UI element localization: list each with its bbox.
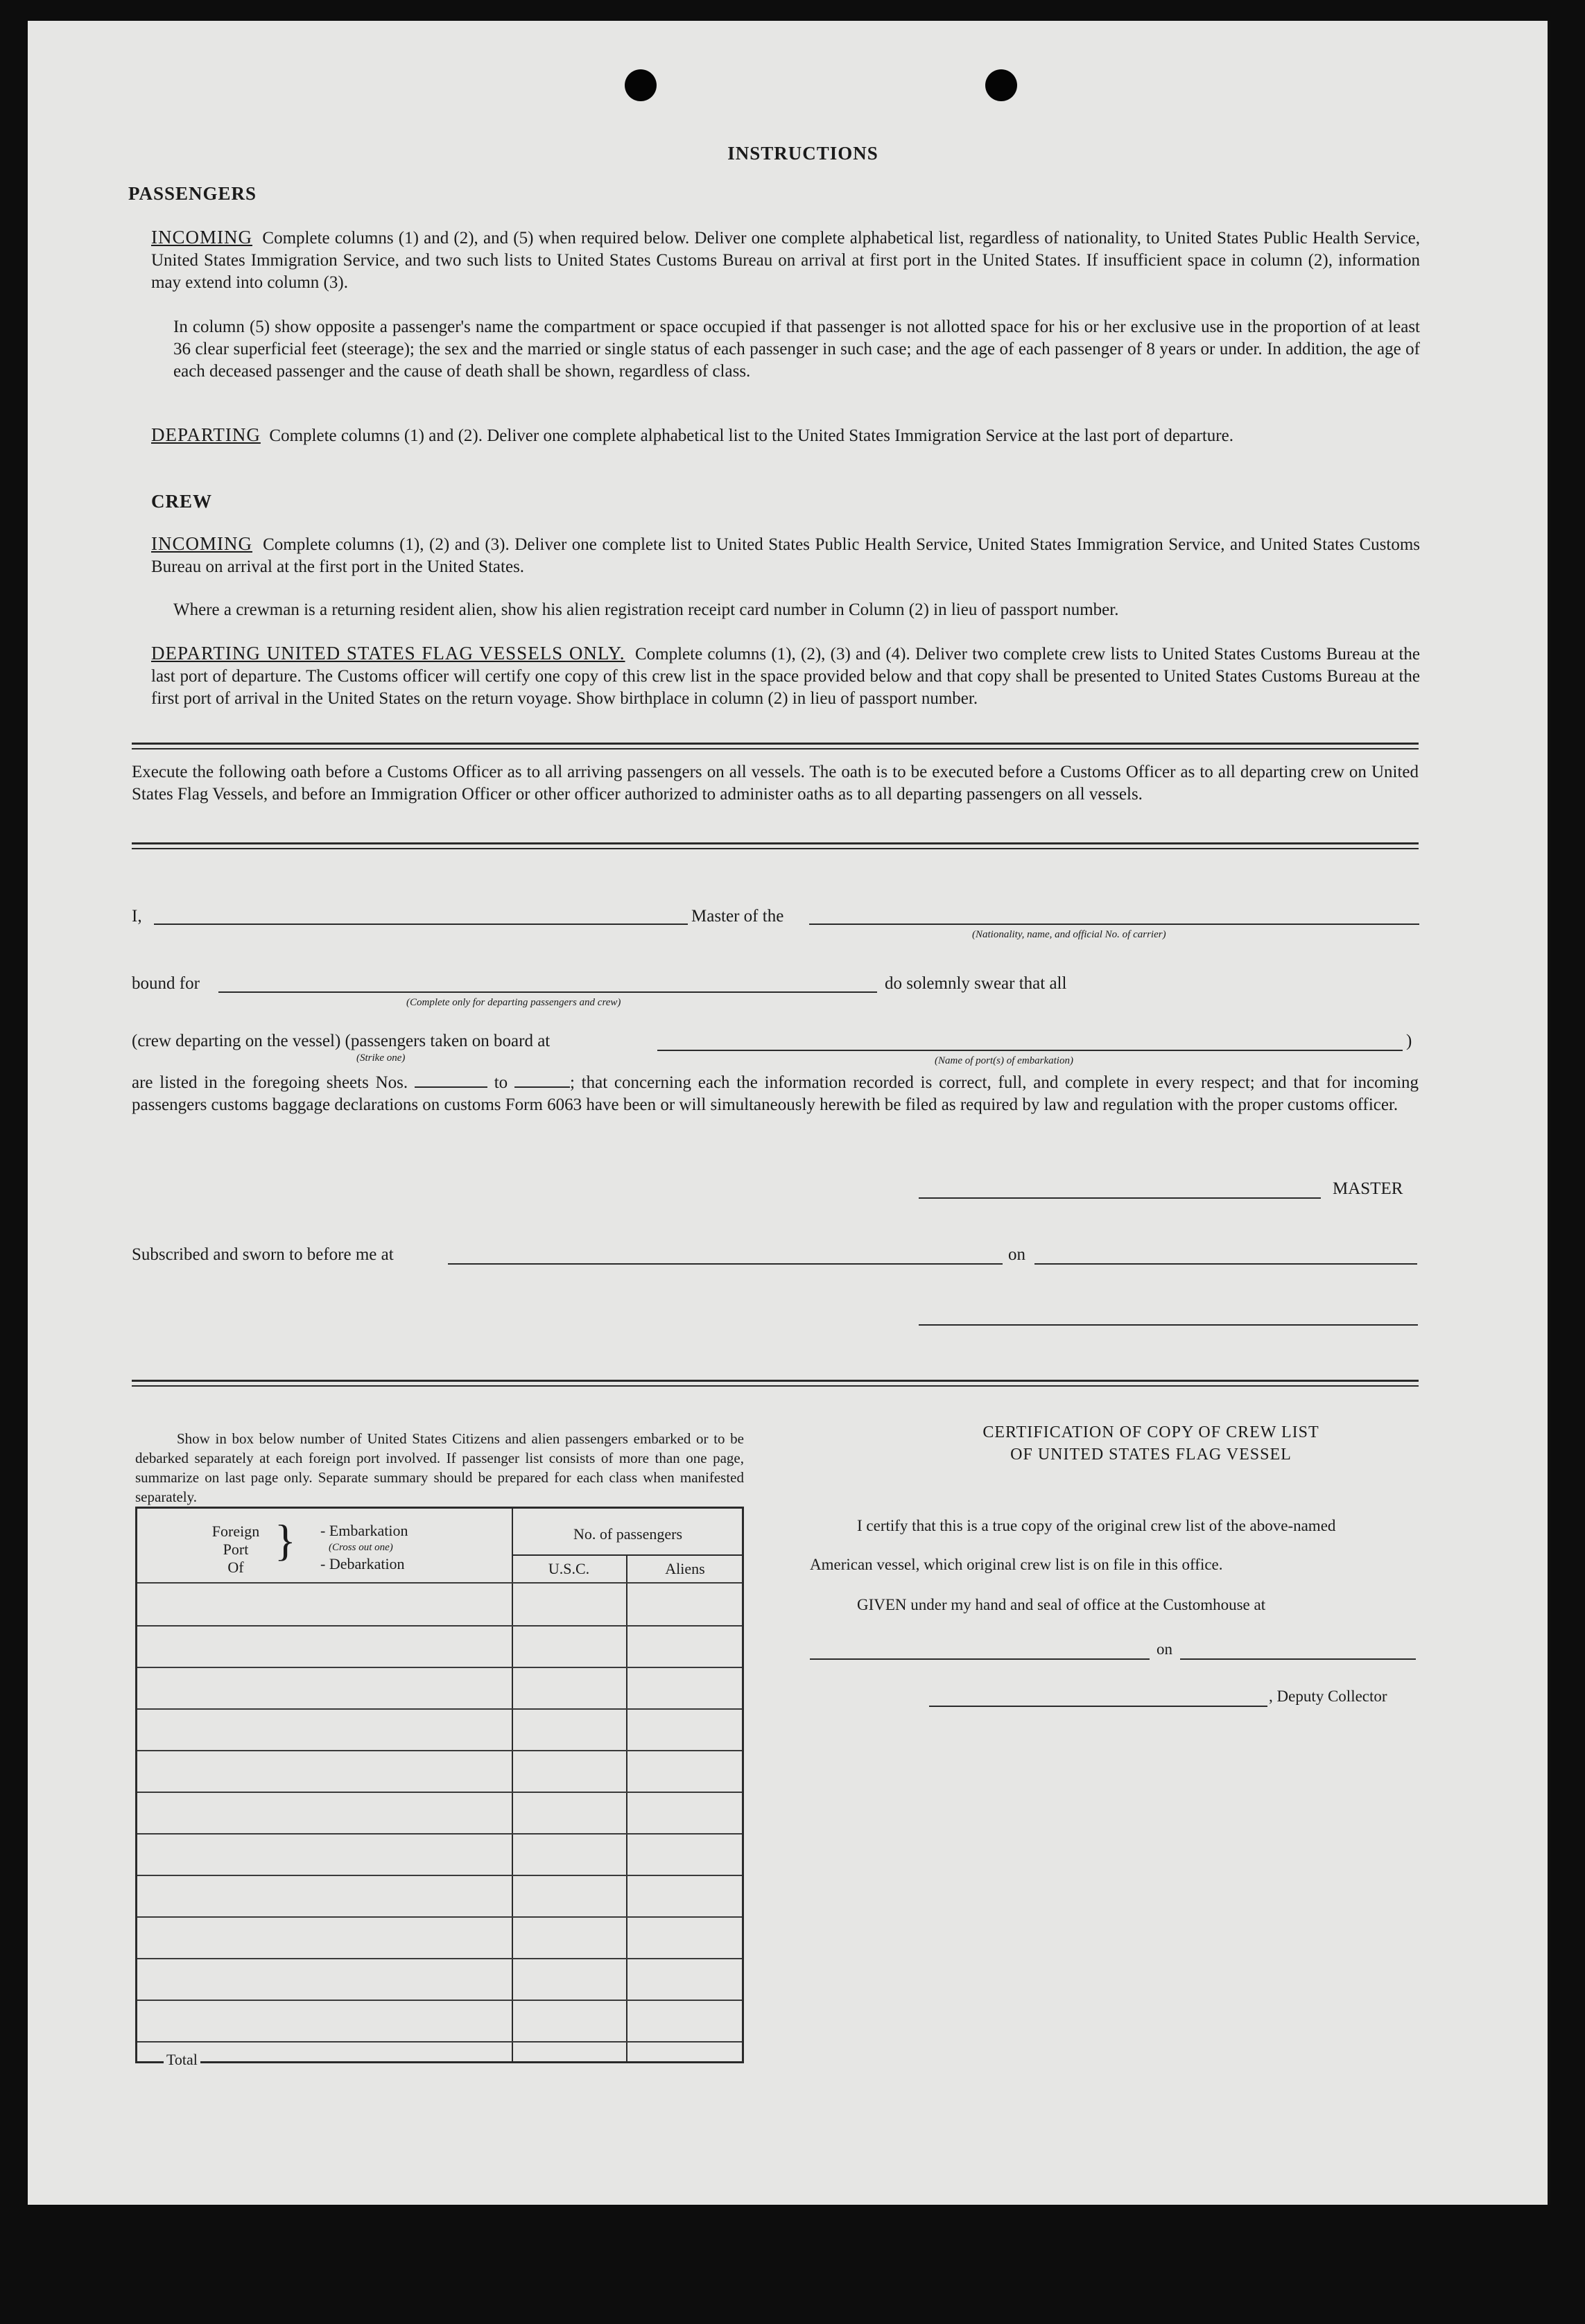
crew-alien-paragraph: Where a crewman is a returning resident alien, show his alien registration receipt card number in Column (2) in lieu of passport number. <box>173 600 1119 619</box>
table-row-rule <box>137 1667 742 1668</box>
col-divider-1 <box>512 1509 513 2061</box>
table-row-rule <box>137 1708 742 1710</box>
certification-line-2: American vessel, which original crew list is on file in this office. <box>810 1556 1223 1573</box>
strike-one-note: (Strike one) <box>356 1052 406 1064</box>
passengers-incoming-text: Complete columns (1) and (2), and (5) when required below. Deliver one complete alphabetical list, regardless of nationality, to United States Public Health Service, United States Immigration Service, and two such lists to United States Customs Bureau on arrival at first port in the United States. If insufficient space in column (2), information may extend into column (3). <box>151 229 1421 292</box>
certification-title-2: OF UNITED STATES FLAG VESSEL <box>1010 1446 1292 1464</box>
master-name-field[interactable] <box>154 923 688 925</box>
crew-departing-label: (crew departing on the vessel) (passengers taken on board at <box>132 1032 551 1050</box>
oath-statement-text: ; that concerning each the information recorded is correct, full, and complete in every respect; and that for incoming passengers customs baggage declarations on customs Form 6063 have been or will simultaneously herewith be filed as required by law and regulation with the proper customs officer. <box>132 1073 1419 1114</box>
passengers-incoming-paragraph <box>151 226 1420 294</box>
table-row-rule <box>137 1833 742 1835</box>
table-row-rule <box>137 1916 742 1918</box>
passengers-heading: PASSENGERS <box>128 183 257 204</box>
cross-out-note: (Cross out one) <box>329 1542 393 1553</box>
col-divider-2 <box>626 1554 627 2061</box>
passengers-departing-lead: DEPARTING <box>151 424 261 445</box>
passengers-column5-paragraph: In column (5) show opposite a passenger's name the compartment or space occupied if that passenger is not allotted space for his or her exclusive use in the proportion of at least 36 clear superficial feet (steerage); the sex and the married or single status of each passenger in such case; and the age of each passenger of 8 years or under. In addition, the age of each deceased passenger and the cause of death shall be shown, regardless of class. <box>173 318 1420 381</box>
deputy-collector-label: , Deputy Collector <box>1269 1688 1387 1705</box>
carrier-note: (Nationality, name, and official No. of carrier) <box>972 929 1166 940</box>
passengers-incoming-lead: INCOMING <box>151 227 252 248</box>
passenger-summary-table <box>135 1507 744 2068</box>
crew-departing-text: Complete columns (1), (2), (3) and (4). Deliver two complete crew lists to United States Customs Bureau at the last port of departure. The Customs officer will certify one copy of this crew list in the space provided below and that copy shall be presented to United States Customs Bureau at the first port of arrival in the United States on the return voyage. Show birthplace in column (2) in lieu of passport number. <box>151 645 1420 708</box>
crew-incoming-lead: INCOMING <box>151 533 252 554</box>
officer-signature-field[interactable] <box>919 1324 1418 1326</box>
certification-date-field[interactable] <box>1180 1658 1416 1660</box>
bound-for-label: bound for <box>132 974 200 993</box>
sheets-label: are listed in the foregoing sheets Nos. <box>132 1073 408 1092</box>
swear-label: do solemnly swear that all <box>885 974 1067 993</box>
total-label: Total <box>164 2051 200 2069</box>
crew-departing-lead: DEPARTING UNITED STATES FLAG VESSELS ONLY. <box>151 643 625 664</box>
foreign-label: Foreign <box>211 1523 260 1540</box>
passengers-departing-paragraph <box>151 424 1420 447</box>
header-subrule <box>512 1554 742 1556</box>
certification-title-1: CERTIFICATION OF COPY OF CREW LIST <box>982 1423 1319 1441</box>
divider-2 <box>132 842 1419 849</box>
certification-line-1: I certify that this is a true copy of the original crew list of the above-named <box>857 1517 1336 1534</box>
crew-departing-paragraph <box>151 642 1420 710</box>
master-label: MASTER <box>1333 1179 1403 1198</box>
crew-incoming-text: Complete columns (1), (2) and (3). Deliver one complete list to United States Public Health Service, United States Immigration Service, and United States Customs Bureau on arrival at the first port in the United States. <box>151 535 1421 576</box>
sheets-to-label: to <box>494 1073 508 1092</box>
table-row-rule <box>137 1750 742 1751</box>
crew-incoming-paragraph <box>151 532 1420 578</box>
master-signature-field[interactable] <box>919 1197 1321 1199</box>
sworn-on-label: on <box>1008 1245 1025 1264</box>
table-row-rule <box>137 2041 742 2043</box>
certification-line-3: GIVEN under my hand and seal of office at the Customhouse at <box>857 1596 1266 1613</box>
usc-header: U.S.C. <box>548 1560 590 1577</box>
master-of-the-label: Master of the <box>691 907 784 926</box>
sheets-from-field[interactable] <box>415 1074 487 1088</box>
aliens-header: Aliens <box>665 1560 705 1577</box>
table-row-rule <box>137 1792 742 1793</box>
divider-3 <box>132 1380 1419 1387</box>
debarkation-option: - Debarkation <box>320 1555 405 1572</box>
sworn-date-field[interactable] <box>1034 1263 1417 1265</box>
bound-for-note: (Complete only for departing passengers and crew) <box>406 997 621 1008</box>
customhouse-field[interactable] <box>810 1658 1150 1660</box>
of-label: Of <box>227 1559 244 1576</box>
passengers-departing-text: Complete columns (1) and (2). Deliver one complete alphabetical list to the United States Immigration Service at the last port of departure. <box>269 426 1233 445</box>
oath-i-label: I, <box>132 907 142 926</box>
header-bottom-rule <box>137 1582 742 1584</box>
table-row-rule <box>137 1625 742 1627</box>
oath-statement <box>132 1072 1419 1116</box>
divider-1 <box>132 743 1419 749</box>
deputy-signature-field[interactable] <box>929 1706 1267 1707</box>
punch-hole-right <box>985 69 1017 101</box>
no-passengers-header: No. of passengers <box>573 1525 683 1543</box>
sworn-place-field[interactable] <box>448 1263 1003 1265</box>
table-row-rule <box>137 1875 742 1876</box>
port-note: (Name of port(s) of embarkation) <box>935 1055 1073 1066</box>
close-paren: ) <box>1406 1032 1412 1050</box>
crew-heading: CREW <box>151 491 213 512</box>
bound-for-field[interactable] <box>218 991 877 993</box>
summary-instructions: Show in box below number of United States Citizens and alien passengers embarked or to be debarked separately at each foreign port involved. If passenger list consists of more than one page, summarize on last page only. Separate summary should be prepared for each class when manifested separately. <box>135 1430 744 1505</box>
carrier-field[interactable] <box>809 923 1419 925</box>
brace-icon: } <box>275 1516 296 1565</box>
embarkation-port-field[interactable] <box>657 1050 1403 1051</box>
embarkation-option: - Embarkation <box>320 1522 408 1539</box>
certification-on-label: on <box>1157 1640 1172 1658</box>
embark-debark-label <box>320 1523 408 1572</box>
oath-intro: Execute the following oath before a Customs Officer as to all arriving passengers on all vessels. The oath is to be executed before a Customs Officer as to all departing crew on United States Flag Vessels, and before an Immigration Officer or other officer authorized to administer oaths as to all departing passengers on all vessels. <box>132 763 1419 804</box>
foreign-port-label <box>200 1523 272 1577</box>
sheets-to-field[interactable] <box>514 1074 570 1088</box>
subscribed-label: Subscribed and sworn to before me at <box>132 1245 394 1264</box>
port-label: Port <box>223 1541 249 1558</box>
page-title: INSTRUCTIONS <box>727 143 878 164</box>
table-row-rule <box>137 1958 742 1959</box>
form-page <box>28 21 1550 2205</box>
table-row-rule <box>137 2000 742 2001</box>
punch-hole-left <box>625 69 657 101</box>
